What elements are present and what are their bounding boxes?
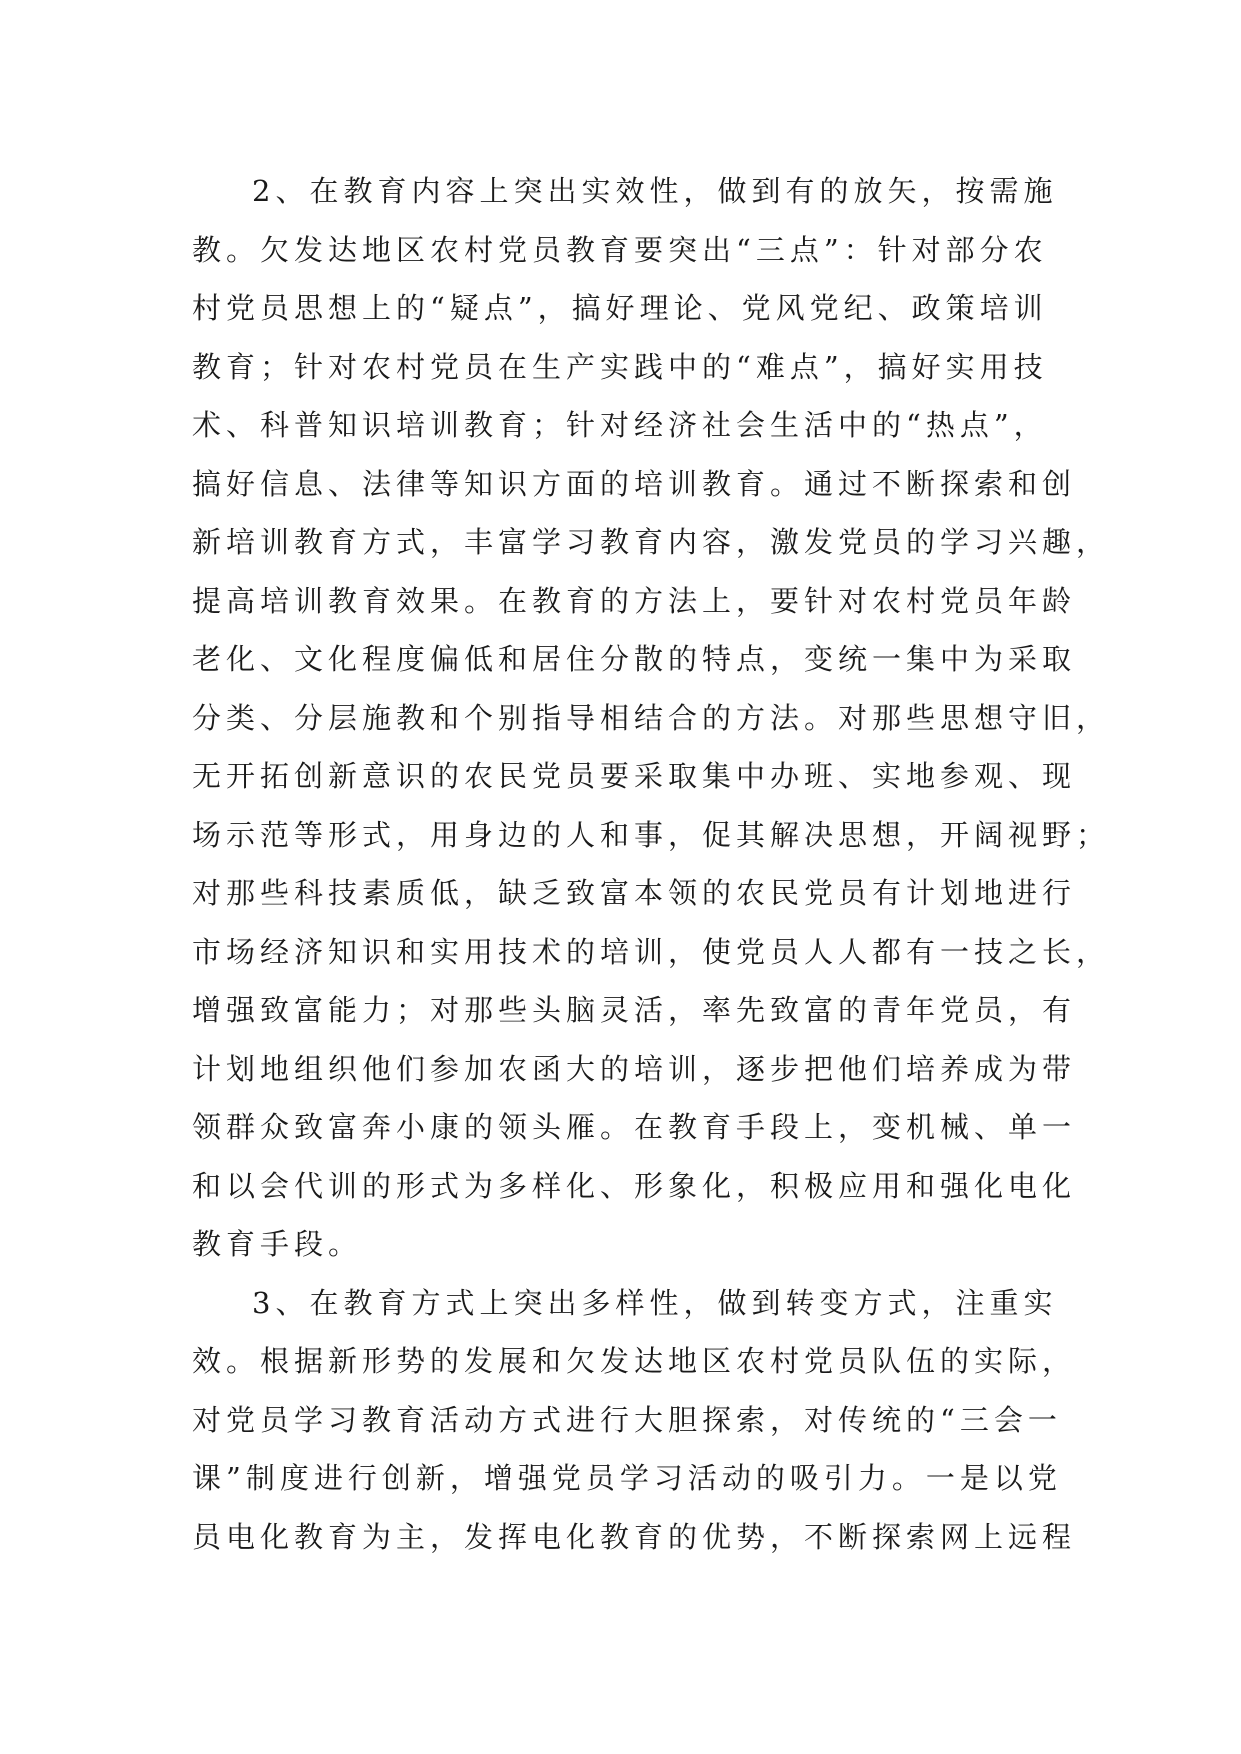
document-page <box>192 162 1111 1566</box>
text-line: 术、科普知识培训教育；针对经济社会生活中的“热点”， <box>192 408 1048 442</box>
text-line: 市场经济知识和实用技术的培训，使党员人人都有一技之长， <box>192 934 1111 969</box>
text-line: 对党员学习教育活动方式进行大胆探索，对传统的“三会一 <box>192 1402 1062 1437</box>
text-line: 领群众致富奔小康的领头雁。在教育手段上，变机械、单一 <box>192 1110 1077 1144</box>
text-line: 教育；针对农村党员在生产实践中的“难点”，搞好实用技 <box>192 349 1048 384</box>
text-line: 场示范等形式，用身边的人和事，促其解决思想，开阔视野； <box>192 817 1111 852</box>
text-line: 老化、文化程度偏低和居住分散的特点，变统一集中为采取 <box>192 642 1077 676</box>
text-line: 提高培训教育效果。在教育的方法上，要针对农村党员年龄 <box>192 583 1077 618</box>
text-line: 效。根据新形势的发展和欠发达地区农村党员队伍的实际， <box>192 1344 1077 1378</box>
text-line: 村党员思想上的“疑点”，搞好理论、党风党纪、政策培训 <box>192 291 1048 325</box>
text-line: 搞好信息、法律等知识方面的培训教育。通过不断探索和创 <box>192 466 1077 501</box>
text-line: 3、在教育方式上突出多样性，做到转变方式，注重实 <box>252 1285 1058 1320</box>
text-line: 教育手段。 <box>192 1227 363 1261</box>
text-line: 教。欠发达地区农村党员教育要突出“三点”：针对部分农 <box>192 232 1048 267</box>
text-line: 分类、分层施教和个别指导相结合的方法。对那些思想守旧， <box>192 700 1111 735</box>
text-line: 计划地组织他们参加农函大的培训，逐步把他们培养成为带 <box>192 1051 1077 1086</box>
paragraph-method-diversity <box>192 1274 1077 1567</box>
paragraph-content-effectiveness <box>192 162 1111 1274</box>
text-line: 无开拓创新意识的农民党员要采取集中办班、实地参观、现 <box>192 759 1077 793</box>
text-line: 员电化教育为主，发挥电化教育的优势，不断探索网上远程 <box>192 1519 1077 1554</box>
text-line: 增强致富能力；对那些头脑灵活，率先致富的青年党员，有 <box>192 993 1077 1027</box>
text-line: 对那些科技素质低，缺乏致富本领的农民党员有计划地进行 <box>192 876 1077 910</box>
text-line: 2、在教育内容上突出实效性，做到有的放矢，按需施 <box>252 174 1058 208</box>
text-line: 和以会代训的形式为多样化、形象化，积极应用和强化电化 <box>192 1168 1077 1203</box>
text-line: 课”制度进行创新，增强党员学习活动的吸引力。一是以党 <box>192 1461 1062 1495</box>
text-line: 新培训教育方式，丰富学习教育内容，激发党员的学习兴趣， <box>192 525 1111 559</box>
